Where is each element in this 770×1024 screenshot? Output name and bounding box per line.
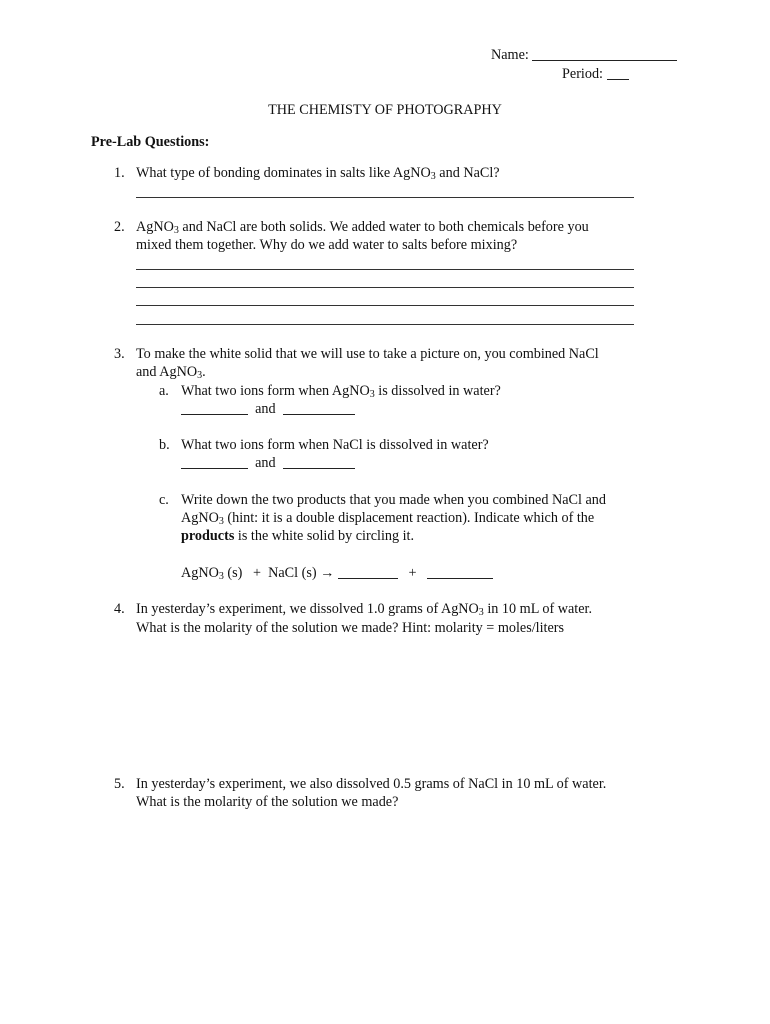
- period-field: [562, 66, 629, 83]
- q2-number: 2.: [114, 219, 125, 235]
- q1-number: 1.: [114, 165, 125, 181]
- q3a-text: [181, 383, 501, 400]
- q2-line1-b: and NaCl are both solids. We added water to both chemicals before you: [178, 219, 589, 235]
- q2-answer-line-4[interactable]: [136, 324, 634, 325]
- q3a-text-a: What two ions form when AgNO: [181, 383, 370, 399]
- q3-line2-a: and AgNO: [136, 364, 198, 380]
- q4-line1-b: in 10 mL of water.: [483, 601, 593, 617]
- q1-answer-line[interactable]: [136, 197, 634, 198]
- q3c-line2-a: AgNO: [181, 510, 219, 526]
- q1-text: [136, 165, 500, 182]
- eq-plus: +: [408, 565, 417, 581]
- q3a-text-b: is dissolved in water?: [374, 383, 501, 399]
- q3c-label: c.: [159, 492, 169, 508]
- name-blank[interactable]: [532, 48, 677, 61]
- q1-sub: 3: [430, 171, 436, 182]
- eq-reactants: (s) + NaCl (s): [223, 565, 317, 581]
- period-blank[interactable]: [607, 67, 629, 80]
- eq-product-blank-2[interactable]: [427, 566, 493, 579]
- q5-line1: In yesterday’s experiment, we also dissolved 0.5 grams of NaCl in 10 mL of water.: [136, 776, 607, 792]
- q3-line2-sub: 3: [197, 370, 203, 381]
- q2-line2: mixed them together. Why do we add water to salts before mixing?: [136, 237, 518, 253]
- q3c-line2-sub: 3: [218, 516, 224, 527]
- q2-answer-line-1[interactable]: [136, 269, 634, 270]
- q2-answer-line-2[interactable]: [136, 287, 634, 288]
- q3a-label: a.: [159, 383, 169, 399]
- q2-line1: [136, 219, 589, 236]
- q3c-line3-rest: is the white solid by circling it.: [234, 528, 415, 544]
- arrow-icon: →: [320, 565, 335, 581]
- q2-line1-a: AgNO: [136, 219, 174, 235]
- q4-number: 4.: [114, 601, 125, 617]
- q3b-text: What two ions form when NaCl is dissolved in water?: [181, 437, 489, 453]
- eq-product-blank-1[interactable]: [338, 566, 398, 579]
- q2-line1-sub: 3: [173, 225, 179, 236]
- period-label: Period:: [562, 66, 603, 82]
- q3a-and: and: [255, 401, 276, 417]
- q3a-blank-1[interactable]: [181, 402, 248, 415]
- q3-line2: [136, 364, 206, 381]
- page-title: THE CHEMISTY OF PHOTOGRAPHY: [268, 102, 502, 118]
- q1-text-a: What type of bonding dominates in salts like AgNO: [136, 165, 431, 181]
- q2-answer-line-3[interactable]: [136, 305, 634, 306]
- q3c-line1: Write down the two products that you made when you combined NaCl and: [181, 492, 606, 508]
- eq-sub: 3: [218, 571, 224, 582]
- q3c-line2-b: (hint: it is a double displacement reaction). Indicate which of the: [223, 510, 595, 526]
- q5-line2: What is the molarity of the solution we made?: [136, 794, 399, 810]
- name-field: [491, 47, 677, 64]
- q1-text-b: and NaCl?: [435, 165, 500, 181]
- eq-agno: AgNO: [181, 565, 219, 581]
- q3c-line2: [181, 510, 594, 527]
- q4-line2: What is the molarity of the solution we made? Hint: molarity = moles/liters: [136, 620, 565, 636]
- q3-line2-b: .: [202, 364, 206, 380]
- q3c-equation: [181, 565, 493, 582]
- q3b-and: and: [255, 455, 276, 471]
- section-heading: Pre-Lab Questions:: [91, 134, 210, 150]
- name-label: Name:: [491, 47, 529, 63]
- q3b-answer: [181, 455, 355, 472]
- q3c-line3: [181, 528, 414, 545]
- q4-line1-a: In yesterday’s experiment, we dissolved 1.0 grams of AgNO: [136, 601, 479, 617]
- q3b-label: b.: [159, 437, 170, 453]
- q3a-sub: 3: [369, 389, 375, 400]
- q3b-blank-1[interactable]: [181, 456, 248, 469]
- q4-line1-sub: 3: [478, 607, 484, 618]
- q3-line1: To make the white solid that we will use to take a picture on, you combined NaCl: [136, 346, 599, 362]
- q3a-answer: [181, 401, 355, 418]
- q3-number: 3.: [114, 346, 125, 362]
- q3c-products-bold: products: [181, 528, 235, 544]
- q5-number: 5.: [114, 776, 125, 792]
- q4-line1: [136, 601, 592, 618]
- q3a-blank-2[interactable]: [283, 402, 355, 415]
- q3b-blank-2[interactable]: [283, 456, 355, 469]
